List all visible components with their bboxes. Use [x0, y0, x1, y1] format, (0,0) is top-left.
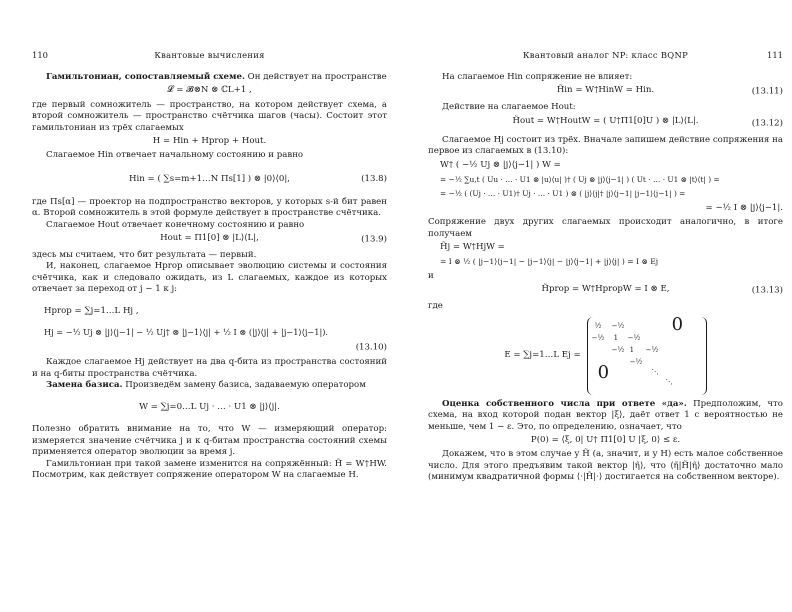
equation-number: (13.12) [751, 118, 783, 129]
equation-E-sum: E = ∑j=1…L Ej = [504, 349, 581, 360]
equation-Hout-conj: H̃out = W†HoutW = ( U†Π1[0]U ) ⊗ |L⟩⟨L|. [512, 115, 699, 126]
equation-Hj-conj: H̃j = W†HjW = [440, 242, 505, 253]
matrix-entry: −½ [627, 333, 641, 342]
matrix-entry: −½ [629, 357, 643, 366]
equation-block [428, 284, 783, 298]
equation-E [428, 313, 783, 395]
paragraph-lead: Гамильтониан, сопоставляемый схеме. [46, 72, 245, 82]
paragraph [32, 72, 387, 83]
paragraph: Каждое слагаемое Hj действует на два q-бита из пространства состояний и на q-биты пространства счётчика. [32, 357, 387, 379]
equation-conj-line: W† ( −½ Uj ⊗ |j⟩⟨j−1| ) W = [440, 159, 561, 170]
equation-space: 𝓛 = 𝓑⊗N ⊗ ℂL+1 , [167, 85, 252, 96]
paragraph [428, 399, 783, 433]
matrix-entry: −½ [611, 345, 625, 354]
paragraph-text: Произведём замену базиса, задаваемую оператором [122, 379, 366, 390]
page-number: 110 [32, 50, 48, 60]
equation-number: (13.9) [361, 234, 387, 245]
equation-number: (13.8) [361, 173, 387, 184]
matrix-entry: −½ [591, 333, 605, 342]
equation-block [428, 85, 783, 99]
right-page [428, 0, 783, 612]
equation-conj-line: = −½ I ⊗ |j⟩⟨j−1|. [705, 202, 783, 213]
paragraph: Докажем, что в этом случае у H̃ (а, значит, и у H) есть малое собственное число. Для этого предъявим такой вектор |η̃⟩, что ⟨η̃|H̃|η̃⟩ достаточно мало (минимум квадратичной формы ⟨·|H̃|·⟩ достигается на собственном векторе). [428, 449, 783, 483]
equation-H: H = Hin + Hprop + Hout. [152, 136, 267, 147]
matrix-entry: ½ [594, 321, 602, 330]
equation-W: W = ∑j=0…L Uj · … · U1 ⊗ |j⟩⟨j|. [139, 402, 280, 413]
paragraph: где Πs[α] — проектор на подпространство векторов, у которых s-й бит равен α. Второй сомножитель в этой формуле действует в пространстве счётчика. [32, 196, 387, 219]
page-number: 111 [767, 50, 783, 60]
equation-Hprop: Hprop = ∑j=1…L Hj , [44, 305, 139, 316]
running-title: Квантовый аналог NP: класс BQNP [522, 50, 689, 60]
paragraph-lead: Оценка собственного числа при ответе «да». [442, 398, 687, 409]
matrix-entry: −½ [645, 345, 659, 354]
paragraph: где [428, 301, 443, 312]
equation-block [32, 341, 387, 354]
paragraph: И, наконец, слагаемое Hprop описывает эволюцию системы и состояния счётчика, как и следовало ожидать, из L слагаемых, каждое из которых отвечает за переход от j − 1 к j: [32, 261, 387, 295]
matrix-entry: ⋱ [651, 367, 659, 376]
equation-Hout: Hout = Π1[0] ⊗ |L⟩⟨L|, [160, 233, 259, 244]
paragraph: Полезно обратить внимание на то, что W — измеряющий оператор: измеряется значение счётчика j и к q-битам пространства состояний схемы применяется оператор эволюции за время j. [32, 424, 387, 458]
paragraph-text: Он действует на пространстве [244, 72, 387, 82]
right-page-body [428, 72, 783, 484]
left-running-head [32, 50, 387, 62]
matrix-E [587, 313, 707, 395]
equation-Hin-conj: H̃in = W†HinW = Hin. [556, 85, 655, 96]
paragraph-lead: Замена базиса. [46, 379, 123, 390]
equation-conj-line: = −½ ( (Uj · … · U1)† Uj · … · U1 ) ⊗ ( |j⟩⟨j|† |j⟩⟨j−1| |j−1⟩⟨j−1| ) = [440, 189, 686, 199]
paragraph: Действие на слагаемое Hout: [442, 102, 576, 113]
paragraph: и [428, 270, 434, 281]
left-page [32, 0, 387, 612]
matrix-entry: 1 [629, 345, 635, 354]
equation-conj-line: = −½ ∑u,t ( Uu · … · U1 ⊗ |u⟩⟨u| )† ( Uj ⊗ |j⟩⟨j−1| ) ( Ut · … · U1 ⊗ |t⟩⟨t| ) = [440, 175, 720, 185]
paragraph-text: Предположим, что схема, на вход которой подан вектор |ξ⟩, даёт ответ 1 с вероятностью не меньше, чем 1 − ε. Это, по определению, означает, что [428, 398, 783, 432]
equation-number: (13.11) [751, 86, 783, 97]
equation-block [428, 116, 783, 132]
paragraph: Гамильтониан при такой замене изменится на сопряжённый: H̃ = W†HW. Посмотрим, как действует сопряжение оператором W на слагаемые H. [32, 458, 387, 480]
equation-number: (13.10) [355, 341, 387, 352]
equation-Hprop-conj: H̃prop = W†HpropW = I ⊗ E, [541, 284, 670, 295]
paragraph: здесь мы считаем, что бит результата — первый. [32, 250, 257, 261]
paragraph: где первый сомножитель — пространство, на котором действует схема, а второй сомножитель — пространство счётчика шагов (часы). Состоит этот гамильтониан из трёх слагаемых [32, 99, 387, 133]
paragraph: Слагаемое Hj состоит из трёх. Вначале запишем действие сопряжения на первое из слагаемых в (13.10): [428, 134, 783, 157]
right-running-head [428, 50, 783, 62]
left-page-body [32, 72, 387, 481]
equation-Hin: Hin = ( ∑s=m+1…N Πs[1] ) ⊗ |0⟩⟨0|, [129, 173, 290, 184]
paragraph: Слагаемое Hout отвечает конечному состоянию и равно [46, 219, 305, 230]
running-title: Квантовые вычисления [154, 50, 265, 60]
paragraph: На слагаемое Hin сопряжение не влияет: [442, 72, 633, 82]
matrix-entry: −½ [611, 321, 625, 330]
equation-block [32, 164, 387, 194]
matrix-entry: 0 [597, 361, 610, 383]
equation-number: (13.13) [751, 285, 783, 296]
matrix-entry: ⋱ [665, 377, 673, 386]
paragraph: Сопряжение двух других слагаемых происходит аналогично, в итоге получаем [428, 217, 783, 239]
equation-Hj-conj: = I ⊗ ½ ( |j−1⟩⟨j−1| − |j−1⟩⟨j| − |j⟩⟨j−1| + |j⟩⟨j| ) = I ⊗ Ej [440, 257, 659, 267]
matrix-entry: 1 [613, 333, 619, 342]
paragraph [32, 380, 387, 391]
paragraph: Слагаемое Hin отвечает начальному состоянию и равно [46, 150, 304, 161]
equation-P: P(0) = ⟨ξ, 0| U† Π1[0] U |ξ, 0⟩ ≤ ε. [530, 434, 681, 445]
equation-Hj: Hj = −½ Uj ⊗ |j⟩⟨j−1| − ½ Uj† ⊗ |j−1⟩⟨j| + ½ I ⊗ (|j⟩⟨j| + |j−1⟩⟨j−1|). [44, 326, 329, 337]
matrix-entry: 0 [671, 313, 684, 335]
equation-block [32, 233, 387, 247]
